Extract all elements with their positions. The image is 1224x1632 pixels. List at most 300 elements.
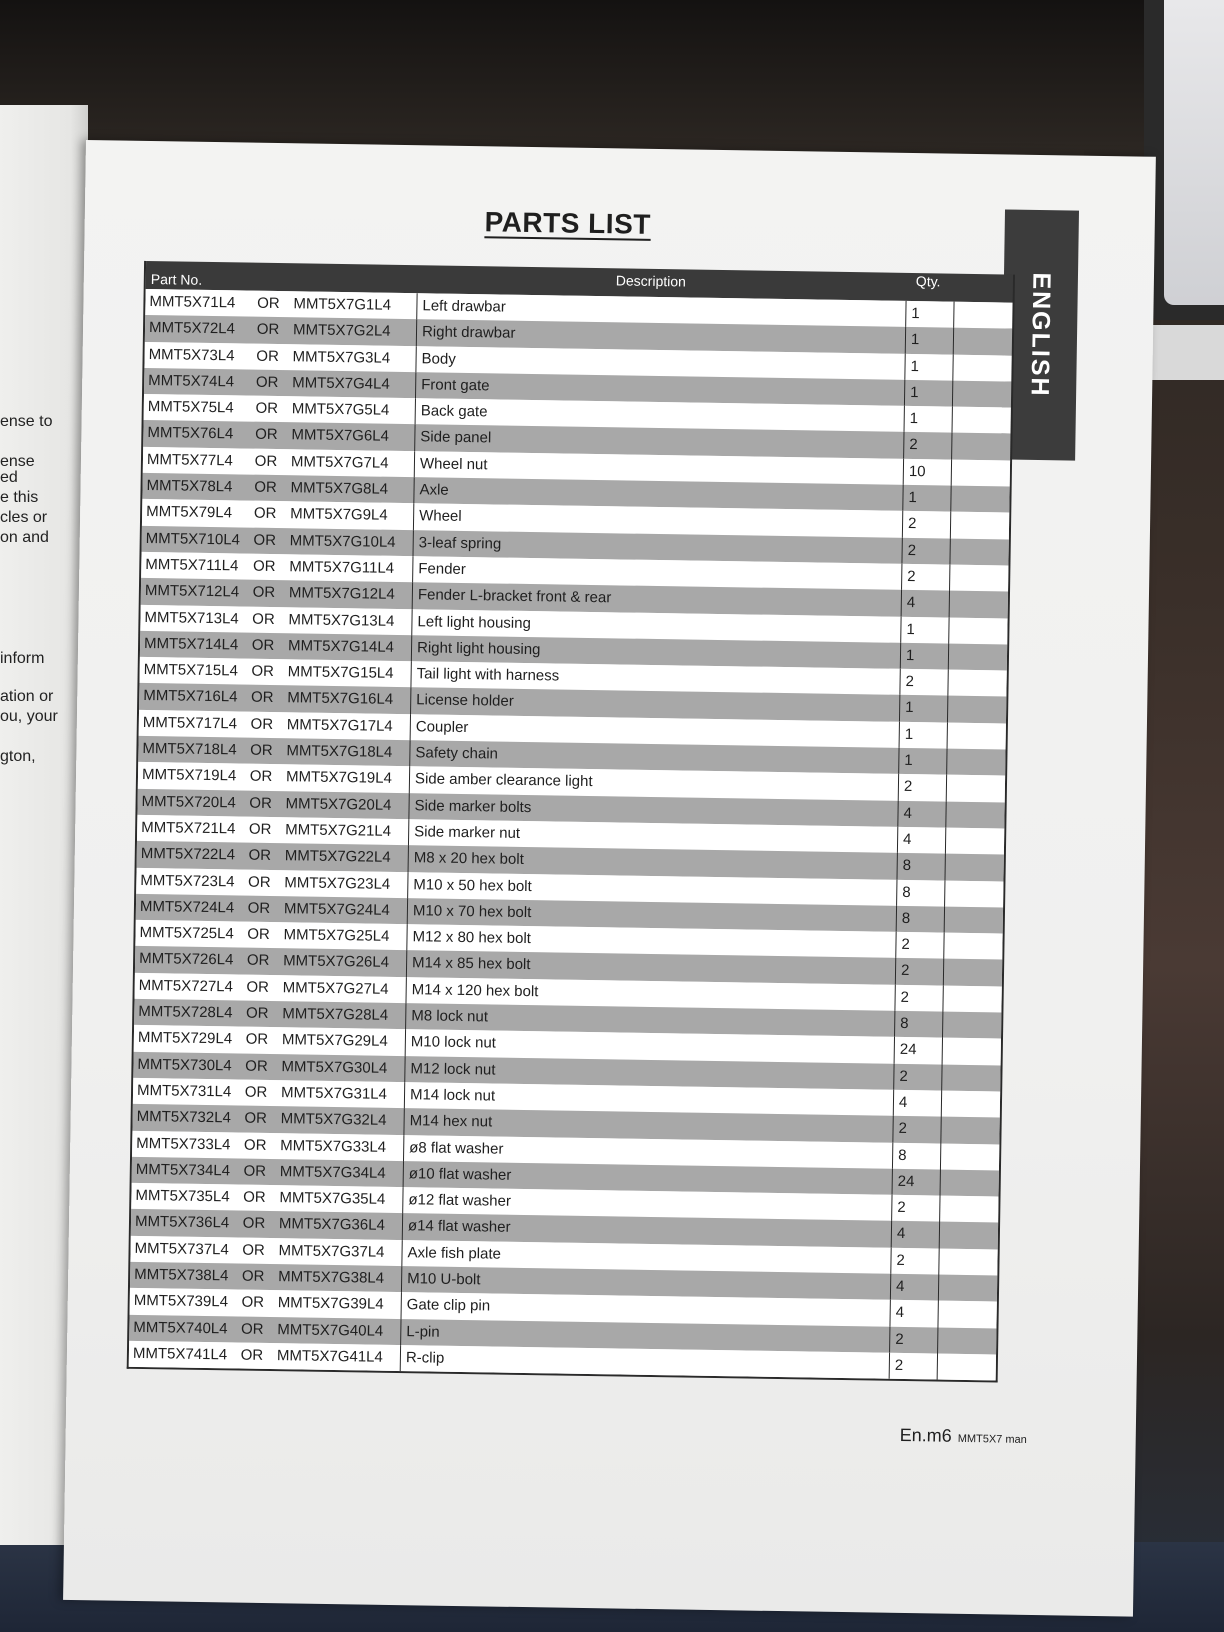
qty-cell: 4 — [898, 1093, 908, 1111]
or-cell: OR — [251, 662, 275, 681]
column-divider — [946, 749, 947, 775]
column-divider — [891, 1195, 892, 1221]
column-divider — [404, 1082, 405, 1108]
or-cell: OR — [247, 925, 270, 944]
column-divider — [400, 1345, 401, 1371]
column-divider — [905, 327, 906, 353]
description-cell: Left light housing — [417, 612, 532, 632]
qty-cell: 8 — [900, 1014, 909, 1033]
column-divider — [414, 425, 415, 451]
column-divider — [410, 714, 411, 740]
alt-part-number-cell: MMT5X7G23L4 — [284, 873, 391, 893]
column-divider — [903, 459, 904, 485]
column-divider — [411, 635, 412, 661]
qty-cell: 1 — [910, 383, 919, 401]
part-number-cell: MMT5X723L4 — [140, 871, 235, 890]
part-number-cell: MMT5X733L4 — [136, 1134, 231, 1153]
or-cell: OR — [244, 1109, 268, 1128]
description-cell: 3-leaf spring — [418, 533, 502, 553]
column-divider — [894, 1011, 895, 1037]
description-cell: Front gate — [421, 376, 490, 395]
column-divider — [415, 398, 416, 424]
alt-part-number-cell: MMT5X7G40L4 — [277, 1320, 384, 1340]
column-divider — [892, 1116, 893, 1142]
description-cell: R-clip — [405, 1349, 445, 1367]
part-number-cell: MMT5X716L4 — [143, 687, 238, 706]
column-divider — [406, 951, 407, 977]
left-page-text: ense — [0, 453, 35, 470]
column-divider — [411, 609, 412, 635]
column-divider — [413, 530, 414, 556]
column-divider — [408, 845, 409, 871]
column-divider — [894, 1037, 895, 1063]
part-number-cell: MMT5X715L4 — [143, 661, 239, 680]
monitor-screen — [1164, 0, 1224, 305]
column-divider — [898, 774, 899, 800]
column-divider — [895, 958, 896, 984]
or-cell: OR — [246, 978, 270, 996]
left-page-text: ed — [0, 469, 18, 486]
or-cell: OR — [255, 373, 279, 391]
part-number-cell: MMT5X732L4 — [136, 1108, 232, 1127]
part-number-cell: MMT5X729L4 — [137, 1029, 233, 1048]
column-divider — [953, 328, 954, 354]
qty-cell: 4 — [895, 1277, 905, 1295]
column-divider — [940, 1169, 941, 1195]
qty-cell: 1 — [909, 410, 919, 428]
column-divider — [413, 477, 414, 503]
alt-part-number-cell: MMT5X7G24L4 — [283, 900, 390, 919]
part-number-cell: MMT5X71L4 — [149, 293, 236, 312]
footer-page-number: En.m6 — [899, 1424, 952, 1446]
column-divider — [942, 1038, 943, 1064]
qty-cell: 1 — [906, 620, 915, 638]
description-cell: Side marker nut — [414, 823, 521, 842]
part-number-cell: MMT5X78L4 — [146, 477, 233, 496]
alt-part-number-cell: MMT5X7G4L4 — [292, 374, 390, 393]
description-cell: ø12 flat washer — [408, 1191, 512, 1210]
column-divider — [937, 1353, 938, 1379]
or-cell: OR — [243, 1188, 266, 1207]
part-number-cell: MMT5X722L4 — [140, 845, 236, 864]
alt-part-number-cell: MMT5X7G28L4 — [282, 1005, 389, 1024]
description-cell: Right light housing — [416, 639, 541, 659]
column-divider — [896, 906, 897, 932]
or-cell: OR — [244, 1083, 268, 1101]
column-divider — [403, 1161, 404, 1187]
description-cell: Wheel — [418, 507, 462, 526]
part-number-cell: MMT5X738L4 — [134, 1265, 229, 1285]
or-cell: OR — [248, 846, 272, 865]
or-cell: OR — [240, 1320, 264, 1338]
part-number-cell: MMT5X711L4 — [145, 555, 239, 575]
column-divider — [403, 1135, 404, 1161]
column-divider — [899, 669, 900, 695]
left-page-text: gton, — [0, 748, 36, 765]
or-cell: OR — [241, 1267, 265, 1285]
footer-doc-name: MMT5X7 man — [957, 1432, 1027, 1446]
or-cell: OR — [245, 1030, 269, 1049]
column-divider — [943, 959, 944, 985]
column-divider — [891, 1221, 892, 1247]
description-cell: Axle — [419, 481, 449, 499]
column-divider — [408, 819, 409, 845]
qty-cell: 2 — [900, 988, 910, 1006]
column-divider — [950, 486, 951, 512]
description-cell: License holder — [416, 691, 514, 711]
description-cell: M8 lock nut — [411, 1007, 489, 1026]
description-cell: Safety chain — [415, 744, 499, 763]
qty-cell: 4 — [896, 1225, 906, 1243]
qty-cell: 2 — [905, 673, 915, 691]
part-number-cell: MMT5X76L4 — [147, 424, 234, 443]
qty-cell: 2 — [909, 436, 918, 454]
description-cell: M14 x 120 hex bolt — [411, 980, 539, 1000]
column-divider — [941, 1090, 942, 1116]
page-title: PARTS LIST — [484, 206, 652, 240]
qty-cell: 2 — [907, 541, 917, 559]
column-divider — [937, 1327, 938, 1353]
description-cell: ø10 flat washer — [408, 1164, 512, 1184]
left-page-text: on and — [0, 529, 49, 546]
alt-part-number-cell: MMT5X7G34L4 — [279, 1162, 386, 1182]
column-divider — [899, 722, 900, 748]
part-number-cell: MMT5X737L4 — [134, 1239, 229, 1259]
column-divider — [948, 643, 949, 669]
column-divider — [401, 1240, 402, 1266]
qty-cell: 2 — [907, 567, 916, 586]
column-divider — [894, 985, 895, 1011]
alt-part-number-cell: MMT5X7G18L4 — [286, 742, 393, 761]
description-cell: Side amber clearance light — [414, 770, 593, 791]
description-cell: ø14 flat washer — [407, 1217, 511, 1237]
or-cell: OR — [242, 1241, 265, 1259]
column-divider — [403, 1108, 404, 1134]
part-number-cell: MMT5X739L4 — [133, 1292, 229, 1311]
part-number-cell: MMT5X726L4 — [139, 950, 234, 969]
alt-part-number-cell: MMT5X7G15L4 — [287, 663, 394, 683]
part-number-cell: MMT5X736L4 — [134, 1213, 230, 1232]
part-number-cell: MMT5X77L4 — [146, 450, 233, 470]
column-divider — [893, 1063, 894, 1089]
or-cell: OR — [249, 794, 272, 812]
column-divider — [950, 512, 951, 538]
header-qty: Qty. — [915, 273, 941, 290]
qty-cell: 8 — [898, 1146, 907, 1164]
column-divider — [410, 688, 411, 714]
left-page-text: ou, your — [0, 708, 58, 725]
column-divider — [946, 775, 947, 801]
description-cell: Coupler — [415, 718, 469, 736]
column-divider — [889, 1300, 890, 1326]
column-divider — [407, 872, 408, 898]
alt-part-number-cell: MMT5X7G26L4 — [282, 952, 390, 972]
or-cell: OR — [247, 873, 271, 891]
column-divider — [905, 301, 906, 327]
qty-cell: 8 — [902, 857, 912, 875]
column-divider — [945, 801, 946, 827]
part-number-cell: MMT5X712L4 — [144, 582, 240, 601]
column-divider — [901, 564, 902, 590]
description-cell: M10 x 50 hex bolt — [413, 875, 532, 895]
alt-part-number-cell: MMT5X7G35L4 — [279, 1189, 386, 1208]
alt-part-number-cell: MMT5X7G33L4 — [280, 1136, 387, 1156]
qty-cell: 2 — [896, 1251, 905, 1269]
column-divider — [402, 1213, 403, 1239]
column-divider — [944, 854, 945, 880]
column-divider — [898, 748, 899, 774]
column-divider — [901, 590, 902, 616]
column-divider — [939, 1196, 940, 1222]
alt-part-number-cell: MMT5X7G2L4 — [292, 321, 391, 341]
or-cell: OR — [252, 583, 276, 602]
alt-part-number-cell: MMT5X7G29L4 — [281, 1031, 388, 1051]
or-cell: OR — [242, 1214, 266, 1233]
column-divider — [895, 932, 896, 958]
column-divider — [951, 433, 952, 459]
column-divider — [900, 616, 901, 642]
part-number-cell: MMT5X717L4 — [142, 713, 238, 733]
column-divider — [896, 879, 897, 905]
alt-part-number-cell: MMT5X7G41L4 — [276, 1347, 383, 1366]
alt-part-number-cell: MMT5X7G6L4 — [291, 426, 390, 446]
qty-cell: 24 — [897, 1172, 915, 1190]
alt-part-number-cell: MMT5X7G25L4 — [283, 926, 390, 945]
alt-part-number-cell: MMT5X7G7L4 — [290, 453, 389, 472]
alt-part-number-cell: MMT5X7G20L4 — [285, 794, 392, 814]
qty-cell: 1 — [905, 699, 914, 717]
qty-cell: 1 — [908, 489, 917, 507]
column-divider — [400, 1319, 401, 1345]
column-divider — [900, 643, 901, 669]
alt-part-number-cell: MMT5X7G27L4 — [282, 978, 389, 998]
alt-part-number-cell: MMT5X7G30L4 — [281, 1057, 388, 1077]
qty-cell: 4 — [895, 1304, 905, 1322]
column-divider — [406, 924, 407, 950]
column-divider — [904, 380, 905, 406]
part-number-cell: MMT5X730L4 — [137, 1055, 232, 1075]
column-divider — [948, 617, 949, 643]
qty-cell: 1 — [904, 725, 914, 743]
column-divider — [951, 459, 952, 485]
part-number-cell: MMT5X725L4 — [139, 924, 234, 943]
qty-cell: 8 — [902, 883, 911, 901]
left-page-text: e this — [0, 489, 39, 506]
column-divider — [947, 696, 948, 722]
column-divider — [405, 1029, 406, 1055]
description-cell: M10 lock nut — [410, 1033, 497, 1052]
part-number-cell: MMT5X735L4 — [135, 1187, 230, 1206]
description-cell: Gate clip pin — [406, 1296, 491, 1315]
description-cell: Axle fish plate — [407, 1243, 502, 1263]
column-divider — [409, 740, 410, 766]
column-divider — [940, 1117, 941, 1143]
column-divider — [890, 1274, 891, 1300]
column-divider — [415, 372, 416, 398]
alt-part-number-cell: MMT5X7G21L4 — [285, 821, 392, 840]
column-divider — [952, 354, 953, 380]
part-number-cell: MMT5X72L4 — [148, 319, 236, 338]
column-divider — [942, 985, 943, 1011]
qty-cell: 1 — [904, 751, 913, 770]
column-divider — [949, 565, 950, 591]
column-divider — [409, 766, 410, 792]
part-number-cell: MMT5X714L4 — [143, 634, 239, 654]
part-number-cell: MMT5X75L4 — [147, 398, 234, 417]
or-cell: OR — [243, 1162, 267, 1180]
description-cell: Side marker bolts — [414, 796, 532, 816]
alt-part-number-cell: MMT5X7G5L4 — [291, 400, 390, 419]
qty-cell: 2 — [907, 515, 917, 533]
or-cell: OR — [250, 741, 273, 760]
qty-cell: 4 — [906, 594, 916, 612]
column-divider — [947, 722, 948, 748]
description-cell: M10 U-bolt — [407, 1270, 481, 1289]
column-divider — [945, 828, 946, 854]
qty-cell: 4 — [903, 804, 913, 822]
part-number-cell: MMT5X74L4 — [148, 371, 235, 391]
column-divider — [903, 432, 904, 458]
column-divider — [952, 381, 953, 407]
description-cell: Left drawbar — [422, 297, 506, 316]
qty-cell: 2 — [897, 1198, 906, 1217]
column-divider — [902, 511, 903, 537]
description-cell: Wheel nut — [419, 455, 488, 474]
alt-part-number-cell: MMT5X7G38L4 — [278, 1268, 385, 1287]
qty-cell: 2 — [901, 936, 910, 954]
or-cell: OR — [254, 478, 277, 497]
description-cell: Body — [421, 349, 456, 368]
alt-part-number-cell: MMT5X7G16L4 — [287, 689, 394, 709]
column-divider — [416, 293, 417, 319]
alt-part-number-cell: MMT5X7G10L4 — [289, 531, 396, 551]
or-cell: OR — [252, 557, 276, 575]
description-cell: Back gate — [420, 402, 488, 421]
alt-part-number-cell: MMT5X7G3L4 — [292, 347, 391, 367]
column-divider — [939, 1222, 940, 1248]
qty-cell: 2 — [903, 778, 913, 796]
or-cell: OR — [248, 820, 272, 838]
language-tab-label: ENGLISH — [1025, 272, 1056, 398]
column-divider — [404, 1056, 405, 1082]
alt-part-number-cell: MMT5X7G31L4 — [280, 1084, 388, 1103]
left-page-text: inform — [0, 650, 45, 667]
column-divider — [405, 1003, 406, 1029]
column-divider — [953, 302, 954, 328]
part-number-cell: MMT5X740L4 — [133, 1318, 228, 1337]
or-cell: OR — [247, 899, 271, 917]
column-divider — [889, 1326, 890, 1352]
column-divider — [889, 1353, 890, 1379]
column-divider — [940, 1143, 941, 1169]
qty-cell: 1 — [905, 646, 915, 664]
column-divider — [949, 538, 950, 564]
monitor — [1144, 0, 1224, 320]
description-cell: L-pin — [406, 1322, 440, 1341]
or-cell: OR — [256, 347, 280, 365]
part-number-cell: MMT5X718L4 — [142, 740, 237, 759]
qty-cell: 4 — [902, 830, 912, 848]
column-divider — [952, 407, 953, 433]
or-cell: OR — [240, 1346, 264, 1364]
part-number-cell: MMT5X719L4 — [141, 766, 237, 785]
description-cell: M10 x 70 hex bolt — [412, 902, 532, 921]
part-number-cell: MMT5X710L4 — [145, 529, 241, 549]
qty-cell: 2 — [895, 1330, 904, 1348]
column-divider — [412, 582, 413, 608]
or-cell: OR — [246, 952, 270, 970]
description-cell: Side panel — [420, 428, 492, 447]
column-divider — [413, 504, 414, 530]
part-number-cell: MMT5X741L4 — [132, 1344, 228, 1364]
column-divider — [408, 793, 409, 819]
table-body — [129, 289, 1013, 1381]
or-cell: OR — [252, 610, 275, 628]
column-divider — [402, 1187, 403, 1213]
left-page-text: ation or — [0, 688, 54, 705]
description-cell: M8 x 20 hex bolt — [413, 849, 524, 869]
column-divider — [944, 880, 945, 906]
qty-cell: 24 — [899, 1041, 917, 1059]
or-cell: OR — [251, 636, 275, 654]
description-cell: M12 x 80 hex bolt — [412, 928, 532, 948]
left-page-text: ense to — [0, 413, 53, 430]
column-divider — [416, 320, 417, 346]
or-cell: OR — [245, 1004, 269, 1022]
column-divider — [410, 661, 411, 687]
description-cell: M14 hex nut — [409, 1112, 493, 1131]
column-divider — [892, 1142, 893, 1168]
qty-cell: 2 — [899, 1067, 908, 1085]
column-divider — [943, 933, 944, 959]
column-divider — [942, 1012, 943, 1038]
or-cell: OR — [253, 531, 277, 549]
alt-part-number-cell: MMT5X7G36L4 — [278, 1215, 386, 1235]
part-number-cell: MMT5X728L4 — [138, 1002, 233, 1022]
column-divider — [944, 906, 945, 932]
description-cell: Fender L-bracket front & rear — [417, 586, 612, 607]
parts-table — [127, 261, 1015, 1383]
part-number-cell: MMT5X734L4 — [135, 1160, 231, 1180]
part-number-cell: MMT5X73L4 — [148, 345, 235, 364]
part-number-cell: MMT5X713L4 — [144, 608, 239, 628]
or-cell: OR — [250, 715, 274, 733]
qty-cell: 1 — [911, 304, 920, 323]
column-divider — [904, 353, 905, 379]
or-cell: OR — [241, 1293, 265, 1312]
description-cell: Fender — [418, 560, 466, 578]
or-cell: OR — [245, 1057, 268, 1075]
column-divider — [897, 827, 898, 853]
column-divider — [892, 1169, 893, 1195]
column-divider — [901, 538, 902, 564]
page-footer — [900, 1425, 1027, 1448]
column-divider — [412, 556, 413, 582]
part-number-cell: MMT5X721L4 — [141, 818, 236, 838]
part-number-cell: MMT5X731L4 — [136, 1081, 232, 1101]
or-cell: OR — [253, 505, 277, 523]
header-part-no: Part No. — [150, 271, 203, 288]
column-divider — [414, 451, 415, 477]
description-cell: M12 lock nut — [410, 1059, 496, 1079]
alt-part-number-cell: MMT5X7G12L4 — [288, 584, 395, 604]
part-number-cell: MMT5X724L4 — [139, 897, 235, 917]
or-cell: OR — [256, 321, 280, 339]
alt-part-number-cell: MMT5X7G39L4 — [277, 1294, 384, 1314]
qty-cell: 1 — [910, 357, 920, 375]
or-cell: OR — [255, 399, 279, 418]
left-page-text: cles or — [0, 509, 48, 526]
